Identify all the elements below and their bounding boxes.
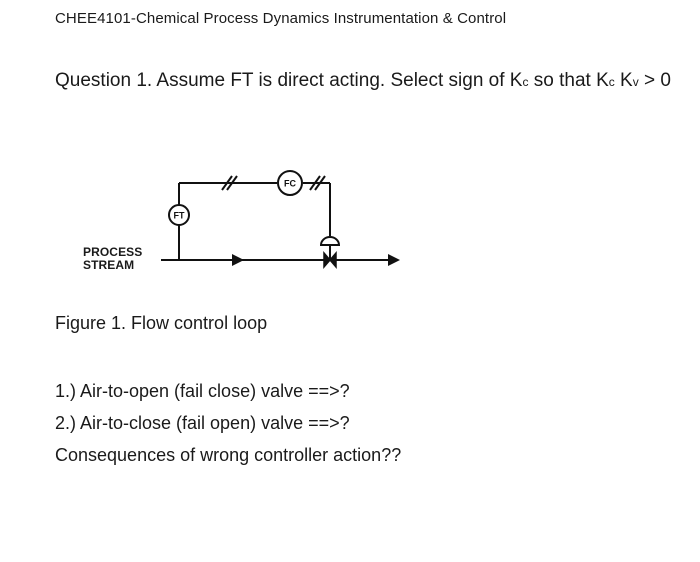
question-text-after: > 0 <box>638 70 671 91</box>
sub-question-1: 1.) Air-to-open (fail close) valve ==>? <box>55 381 350 401</box>
question-text-middle: so that K <box>528 70 609 91</box>
question-text-before: Question 1. Assume FT is direct acting. Select sign of K <box>55 70 523 91</box>
sub-question-list <box>55 375 401 471</box>
fc-label: FC <box>284 178 296 189</box>
question-1-text <box>55 70 671 92</box>
question-text-space: K <box>614 70 633 91</box>
sub-question-3: Consequences of wrong controller action?? <box>55 445 402 465</box>
subscript-c: c <box>522 75 529 89</box>
flow-arrow-1 <box>232 254 244 266</box>
ft-label: FT <box>173 210 185 221</box>
flow-arrow-2 <box>388 254 400 266</box>
figure-caption: Figure 1. Flow control loop <box>55 313 268 333</box>
process-label-line2: STREAM <box>83 258 135 272</box>
process-label-line1: PROCESS <box>83 245 143 259</box>
course-title: CHEE4101-Chemical Process Dynamics Instrumentation & Control <box>55 10 507 27</box>
process-stream-label <box>83 246 142 272</box>
subscript-c-2: c <box>608 75 615 89</box>
sub-question-2: 2.) Air-to-close (fail open) valve ==>? <box>55 413 350 433</box>
subscript-v: v <box>632 75 639 89</box>
valve-actuator-icon <box>321 237 339 245</box>
